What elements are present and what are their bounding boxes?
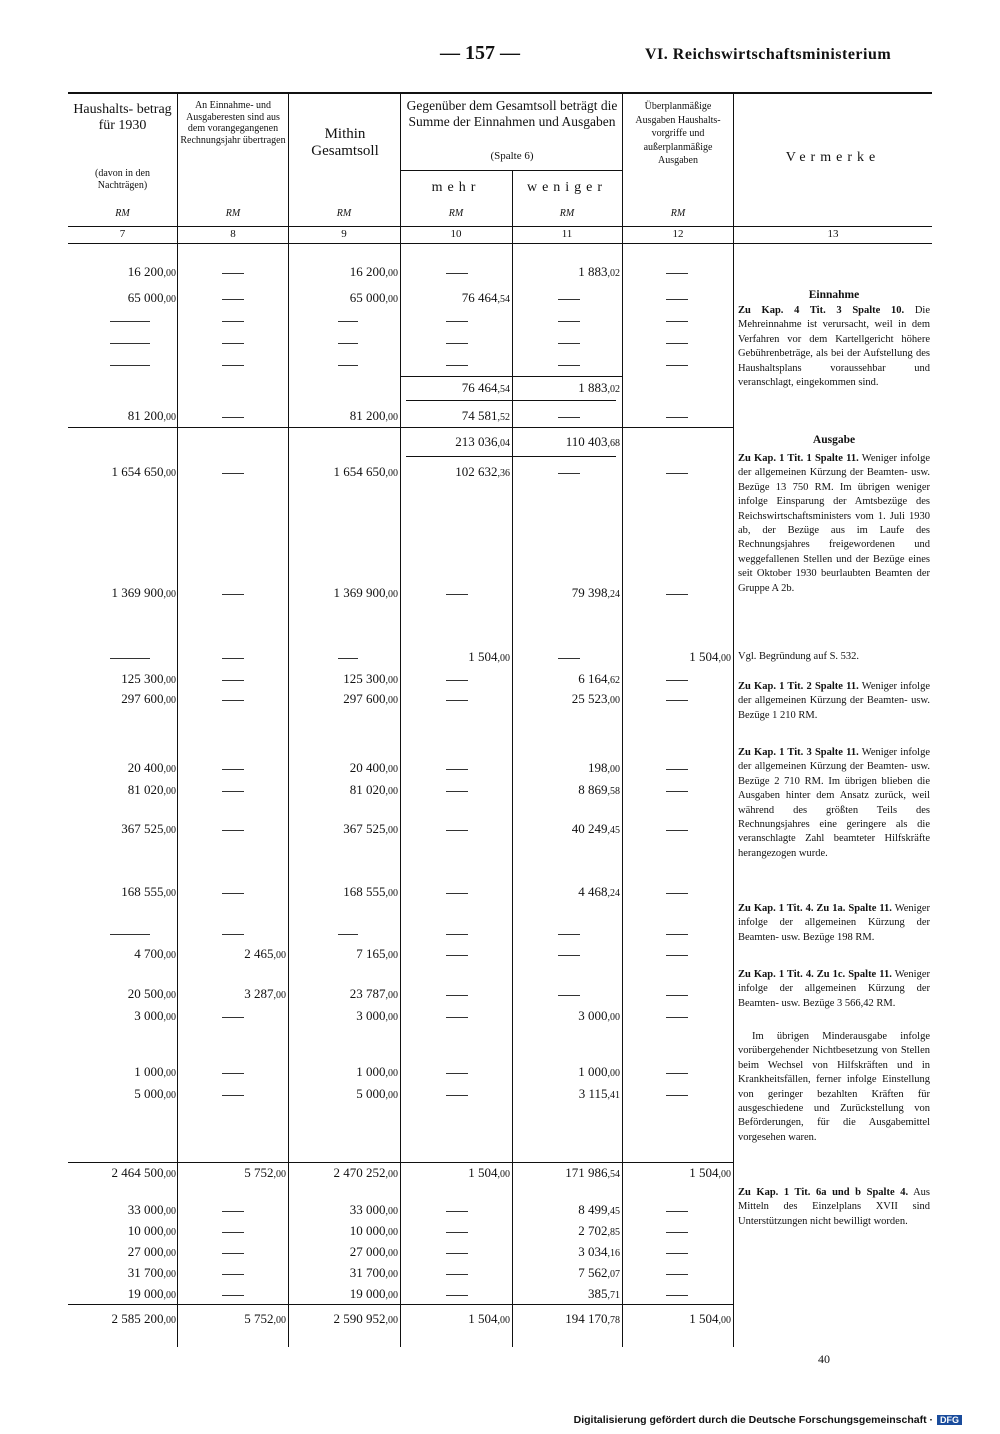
page-number: — 157 — — [440, 42, 520, 64]
empty-value-dash — [446, 680, 468, 681]
col-divider-12-13 — [733, 92, 734, 1347]
empty-value-dash — [666, 417, 688, 418]
col7-number: 7 — [119, 228, 126, 240]
col10-unit: RM — [448, 208, 464, 219]
table-cell-col7: 125 300,00 — [121, 671, 176, 686]
note-text: Weniger infolge der allgemeinen Kürzung der Beamten- usw. Bezüge 13 750 RM. Im übrigen weniger infolge Einsparung der Amtsbezüge des Reichswirtschaftsministers vom 1. Juli 1930 ab, der Bezüge aus im Laufe des Rechnungsjahres freigewordenen und weggefallenen Stellen und der Bezüge eines seit Oktober 1930 beurlaubten Beamten der Gruppe A 2b. — [738, 453, 931, 594]
table-cell-col7: 168 555,00 — [121, 884, 176, 899]
empty-value-dash — [446, 594, 468, 595]
table-cell-col7: 81 020,00 — [127, 782, 176, 797]
empty-value-dash — [222, 1211, 244, 1212]
credit-text: Digitalisierung gefördert durch die Deutsche Forschungsgemeinschaft · — [573, 1414, 933, 1426]
note-text: Weniger infolge der allgemeinen Kürzung der Beamten- usw. Bezüge 3 566,42 RM. — [738, 969, 930, 1009]
empty-value-dash — [446, 769, 468, 770]
table-cell-col10: 1 504,00 — [468, 1165, 510, 1180]
note-kap1-tit4-1c-cont — [738, 1030, 930, 1145]
table-cell-col12: 1 504,00 — [689, 1165, 731, 1180]
table-cell-col11: 3 115,41 — [578, 1086, 620, 1101]
table-cell-col9: 5 000,00 — [356, 1086, 398, 1101]
empty-value-dash — [666, 680, 688, 681]
note-text: Aus Mitteln des Einzelplans XVII sind Unterstützungen nicht bewilligt worden. — [738, 1187, 931, 1227]
empty-value-dash — [666, 791, 688, 792]
table-cell-col7: 297 600,00 — [121, 691, 176, 706]
empty-value-dash — [338, 321, 358, 322]
col13-number: 13 — [827, 228, 839, 240]
empty-value-dash — [222, 343, 244, 344]
empty-value-dash — [666, 299, 688, 300]
table-cell-col11: 3 000,00 — [578, 1008, 620, 1023]
table-cell-col11: 7 562,07 — [578, 1265, 620, 1280]
table-cell-col10: 102 632,36 — [455, 464, 510, 479]
empty-value-dash — [446, 365, 468, 366]
empty-value-dash — [338, 365, 358, 366]
col-divider-10-11 — [512, 170, 513, 1347]
table-cell-col7: 2 585 200,00 — [111, 1311, 176, 1326]
table-cell-col7: 1 000,00 — [134, 1064, 176, 1079]
table-cell-col9: 168 555,00 — [343, 884, 398, 899]
table-cell-col9: 10 000,00 — [349, 1223, 398, 1238]
table-cell-col9: 81 020,00 — [349, 782, 398, 797]
empty-value-dash — [222, 1017, 244, 1018]
table-top-rule — [68, 92, 932, 94]
table-cell-col11: 8 869,58 — [578, 782, 620, 797]
empty-value-dash — [666, 1295, 688, 1296]
empty-value-dash — [110, 321, 150, 322]
table-cell-col11: 385,71 — [588, 1286, 620, 1301]
empty-value-dash — [666, 273, 688, 274]
table-cell-col7: 19 000,00 — [127, 1286, 176, 1301]
empty-value-dash — [666, 365, 688, 366]
empty-value-dash — [222, 473, 244, 474]
table-cell-col9: 1 000,00 — [356, 1064, 398, 1079]
table-cell-col11: 40 249,45 — [571, 821, 620, 836]
table-cell-col7: 16 200,00 — [127, 264, 176, 279]
empty-value-dash — [446, 1073, 468, 1074]
table-cell-col8: 3 287,00 — [244, 986, 286, 1001]
table-cell-col10: 74 581,52 — [461, 408, 510, 423]
table-cell-col11: 3 034,16 — [578, 1244, 620, 1259]
empty-value-dash — [666, 321, 688, 322]
empty-value-dash — [110, 343, 150, 344]
colnum-bottom-rule — [68, 243, 932, 244]
empty-value-dash — [222, 321, 244, 322]
table-cell-col11: 2 702,85 — [578, 1223, 620, 1238]
table-cell-col10: 76 464,54 — [461, 290, 510, 305]
col11-unit: RM — [559, 208, 575, 219]
subtotal-brace-2 — [406, 456, 616, 465]
empty-value-dash — [446, 1211, 468, 1212]
table-cell-col8: 2 465,00 — [244, 946, 286, 961]
footer-credit — [574, 1414, 962, 1426]
subtotal-rule-2 — [68, 427, 733, 428]
empty-value-dash — [666, 893, 688, 894]
table-cell-col7: 2 464 500,00 — [111, 1165, 176, 1180]
note-text: Vgl. Begründung auf S. 532. — [738, 651, 860, 662]
note-ausgabe-title: Ausgabe — [812, 434, 856, 446]
col9-title: Mithin Gesamtsoll — [311, 126, 379, 160]
col10-number: 10 — [450, 228, 462, 240]
col13-title: Vermerke — [785, 150, 881, 165]
note-text: Weniger infolge der allgemeinen Kürzung der Beamten- usw. Bezüge 198 RM. — [738, 903, 931, 943]
col-divider-8-9 — [288, 92, 289, 1347]
empty-value-dash — [666, 769, 688, 770]
table-cell-col9: 3 000,00 — [356, 1008, 398, 1023]
empty-value-dash — [446, 893, 468, 894]
empty-value-dash — [222, 830, 244, 831]
empty-value-dash — [446, 700, 468, 701]
empty-value-dash — [558, 299, 580, 300]
empty-value-dash — [110, 658, 150, 659]
empty-value-dash — [222, 299, 244, 300]
empty-value-dash — [446, 1232, 468, 1233]
col8-number: 8 — [230, 228, 236, 240]
empty-value-dash — [666, 955, 688, 956]
empty-value-dash — [222, 1095, 244, 1096]
empty-value-dash — [222, 769, 244, 770]
note-text: Weniger infolge der allgemeinen Kürzung der Beamten- usw. Bezüge 1 210 RM. — [738, 681, 931, 721]
table-cell-col9: 2 470 252,00 — [333, 1165, 398, 1180]
empty-value-dash — [222, 680, 244, 681]
table-cell-col11: 79 398,24 — [571, 585, 620, 600]
table-cell-col9: 31 700,00 — [349, 1265, 398, 1280]
group-title: Gegenüber dem Gesamtsoll beträgt die Summe der Einnahmen und Ausgaben — [406, 98, 618, 129]
note-kap1-tit4-1c — [738, 968, 930, 1011]
table-cell-col9: 65 000,00 — [349, 290, 398, 305]
empty-value-dash — [338, 343, 358, 344]
total-rule-1 — [68, 1162, 733, 1163]
table-cell-col7: 4 700,00 — [134, 946, 176, 961]
table-cell-col9: 1 654 650,00 — [333, 464, 398, 479]
note-lead: Zu Kap. 1 Tit. 4. Zu 1a. Spalte 11. — [738, 903, 892, 914]
table-cell-col9: 19 000,00 — [349, 1286, 398, 1301]
empty-value-dash — [446, 273, 468, 274]
empty-value-dash — [666, 1211, 688, 1212]
empty-value-dash — [222, 893, 244, 894]
table-cell-col11: 6 164,62 — [578, 671, 620, 686]
empty-value-dash — [666, 1073, 688, 1074]
table-cell-col9: 367 525,00 — [343, 821, 398, 836]
table-cell-col12: 1 504,00 — [689, 649, 731, 664]
col12-title: Überplanmäßige Ausgaben Haushalts- vorgriffe und außerplanmäßige Ausgaben — [635, 101, 721, 166]
col8-unit: RM — [225, 208, 241, 219]
empty-value-dash — [222, 417, 244, 418]
table-cell-col10: 213 036,04 — [455, 434, 510, 449]
table-cell-col9: 20 400,00 — [349, 760, 398, 775]
col7-title: Haushalts- betrag für 1930 — [73, 102, 172, 134]
col11-title: weniger — [526, 180, 608, 195]
empty-value-dash — [558, 955, 580, 956]
empty-value-dash — [666, 1095, 688, 1096]
table-cell-col12: 1 504,00 — [689, 1311, 731, 1326]
empty-value-dash — [446, 321, 468, 322]
empty-value-dash — [222, 934, 244, 935]
empty-value-dash — [666, 1253, 688, 1254]
ministry-title: VI. Reichswirtschaftsministerium — [645, 46, 892, 63]
note-einnahme-title: Einnahme — [808, 289, 860, 301]
table-cell-col7: 367 525,00 — [121, 821, 176, 836]
col12-unit: RM — [670, 208, 686, 219]
empty-value-dash — [666, 995, 688, 996]
empty-value-dash — [558, 417, 580, 418]
empty-value-dash — [222, 273, 244, 274]
col9-number: 9 — [341, 228, 347, 240]
table-cell-col11: 194 170,78 — [565, 1311, 620, 1326]
empty-value-dash — [446, 995, 468, 996]
empty-value-dash — [666, 1274, 688, 1275]
empty-value-dash — [222, 1232, 244, 1233]
empty-value-dash — [666, 473, 688, 474]
note-kap1-tit2 — [738, 680, 930, 723]
empty-value-dash — [446, 791, 468, 792]
empty-value-dash — [558, 934, 580, 935]
table-cell-col9: 16 200,00 — [349, 264, 398, 279]
empty-value-dash — [222, 1274, 244, 1275]
empty-value-dash — [110, 934, 150, 935]
group-sub: (Spalte 6) — [490, 150, 534, 162]
table-cell-col8: 5 752,00 — [244, 1165, 286, 1180]
empty-value-dash — [558, 658, 580, 659]
table-cell-col10: 1 504,00 — [468, 649, 510, 664]
note-kap1-tit4-1a — [738, 902, 930, 945]
empty-value-dash — [446, 1295, 468, 1296]
table-cell-col9: 7 165,00 — [356, 946, 398, 961]
header-bottom-rule — [68, 226, 932, 227]
empty-value-dash — [338, 934, 358, 935]
table-cell-col7: 20 500,00 — [127, 986, 176, 1001]
empty-value-dash — [222, 791, 244, 792]
table-cell-col9: 23 787,00 — [349, 986, 398, 1001]
empty-value-dash — [558, 365, 580, 366]
col-divider-11-12 — [622, 92, 623, 1347]
table-cell-col11: 1 883,02 — [578, 264, 620, 279]
table-cell-col11: 198,00 — [588, 760, 620, 775]
table-cell-col10: 1 504,00 — [468, 1311, 510, 1326]
note-begruendung — [738, 650, 930, 664]
table-cell-col7: 1 369 900,00 — [111, 585, 176, 600]
col-divider-7-8 — [177, 92, 178, 1347]
table-cell-col9: 81 200,00 — [349, 408, 398, 423]
empty-value-dash — [110, 365, 150, 366]
table-cell-col9: 33 000,00 — [349, 1202, 398, 1217]
table-cell-col7: 27 000,00 — [127, 1244, 176, 1259]
col11-number: 11 — [561, 228, 573, 240]
subtotal-rule-1 — [400, 376, 622, 377]
empty-value-dash — [446, 343, 468, 344]
table-cell-col7: 20 400,00 — [127, 760, 176, 775]
subtotal-brace-1 — [406, 400, 616, 409]
empty-value-dash — [446, 934, 468, 935]
table-cell-col7: 5 000,00 — [134, 1086, 176, 1101]
table-cell-col11: 25 523,00 — [571, 691, 620, 706]
col7-unit: RM — [115, 208, 130, 219]
note-kap1-tit6 — [738, 1186, 930, 1229]
table-cell-col11: 8 499,45 — [578, 1202, 620, 1217]
empty-value-dash — [666, 1232, 688, 1233]
note-kap4-tit3 — [738, 304, 930, 390]
empty-value-dash — [666, 594, 688, 595]
footer-page-marker: 40 — [818, 1352, 830, 1366]
col8-title: An Einnahme- und Ausgaberesten sind aus dem vorangegangenen Rechnungsjahr übertragen — [180, 100, 286, 146]
table-cell-col11: 1 883,02 — [578, 380, 620, 395]
note-text: Die Mehreinnahme ist verursacht, weil in dem Verfahren vor dem Kartellgericht höhere Gebührenbeträge, als bei der Aufstellung des Haushaltsplans voraussehbar und veranschlagt, eingekommen sind. — [738, 305, 930, 389]
empty-value-dash — [222, 1253, 244, 1254]
table-cell-col9: 125 300,00 — [343, 671, 398, 686]
empty-value-dash — [446, 955, 468, 956]
empty-value-dash — [338, 658, 358, 659]
empty-value-dash — [666, 830, 688, 831]
table-cell-col9: 2 590 952,00 — [333, 1311, 398, 1326]
empty-value-dash — [222, 700, 244, 701]
note-lead: Zu Kap. 1 Tit. 6a und b Spalte 4. — [738, 1187, 909, 1198]
group-sub-rule — [400, 170, 622, 171]
empty-value-dash — [222, 365, 244, 366]
empty-value-dash — [558, 321, 580, 322]
empty-value-dash — [446, 1274, 468, 1275]
col7-sub: (davon in den Nachträgen) — [95, 168, 150, 191]
table-cell-col7: 33 000,00 — [127, 1202, 176, 1217]
empty-value-dash — [446, 1253, 468, 1254]
total-rule-2 — [68, 1304, 733, 1305]
empty-value-dash — [222, 1295, 244, 1296]
table-cell-col9: 1 369 900,00 — [333, 585, 398, 600]
table-cell-col7: 31 700,00 — [127, 1265, 176, 1280]
empty-value-dash — [446, 1017, 468, 1018]
note-lead: Zu Kap. 4 Tit. 3 Spalte 10. — [738, 305, 905, 316]
note-lead: Zu Kap. 1 Tit. 2 Spalte 11. — [738, 681, 859, 692]
table-cell-col11: 4 468,24 — [578, 884, 620, 899]
note-text: Im übrigen Minderausgabe infolge vorübergehender Nichtbesetzung von Stellen beim Wechsel von Hilfskräften und in Krankheitsfällen, ferner infolge Einstellung von geringer bezahlten Kräften für ausgeschiedene und Zurückstellung von Beförderungen, für die Ausgabemittel vorgesehen waren. — [738, 1031, 930, 1143]
note-kap1-tit3 — [738, 746, 930, 861]
empty-value-dash — [666, 343, 688, 344]
note-lead: Zu Kap. 1 Tit. 4. Zu 1c. Spalte 11. — [738, 969, 892, 980]
empty-value-dash — [446, 1095, 468, 1096]
dfg-logo-icon: DFG — [937, 1415, 962, 1425]
table-cell-col11: 110 403,68 — [565, 434, 620, 449]
empty-value-dash — [222, 1073, 244, 1074]
table-cell-col7: 10 000,00 — [127, 1223, 176, 1238]
page-header — [0, 40, 1000, 70]
empty-value-dash — [666, 934, 688, 935]
note-kap1-tit1 — [738, 452, 930, 596]
table-cell-col9: 297 600,00 — [343, 691, 398, 706]
table-cell-col7: 65 000,00 — [127, 290, 176, 305]
table-cell-col9: 27 000,00 — [349, 1244, 398, 1259]
table-cell-col11: 1 000,00 — [578, 1064, 620, 1079]
col9-unit: RM — [336, 208, 352, 219]
col10-title: mehr — [431, 180, 481, 195]
col-divider-9-10 — [400, 92, 401, 1347]
empty-value-dash — [222, 658, 244, 659]
note-lead: Zu Kap. 1 Tit. 1 Spalte 11. — [738, 453, 859, 464]
note-text: Weniger infolge der allgemeinen Kürzung der Beamten- usw. Bezüge 2 710 RM. Im übrigen blieben die Ausgaben hinter dem Ansatz zurück, weil während des größten Teils des Rechnungsjahres eine geringere als die veranschlagte Zahl beamteter Hilfskräfte herangezogen wurde. — [738, 747, 931, 859]
table-cell-col10: 76 464,54 — [461, 380, 510, 395]
empty-value-dash — [558, 995, 580, 996]
table-cell-col7: 81 200,00 — [127, 408, 176, 423]
empty-value-dash — [558, 473, 580, 474]
table-cell-col7: 3 000,00 — [134, 1008, 176, 1023]
table-cell-col8: 5 752,00 — [244, 1311, 286, 1326]
empty-value-dash — [222, 594, 244, 595]
table-cell-col11: 171 986,54 — [565, 1165, 620, 1180]
note-lead: Zu Kap. 1 Tit. 3 Spalte 11. — [738, 747, 859, 758]
empty-value-dash — [558, 343, 580, 344]
col12-number: 12 — [672, 228, 684, 240]
empty-value-dash — [666, 1017, 688, 1018]
empty-value-dash — [446, 830, 468, 831]
table-cell-col7: 1 654 650,00 — [111, 464, 176, 479]
empty-value-dash — [666, 700, 688, 701]
